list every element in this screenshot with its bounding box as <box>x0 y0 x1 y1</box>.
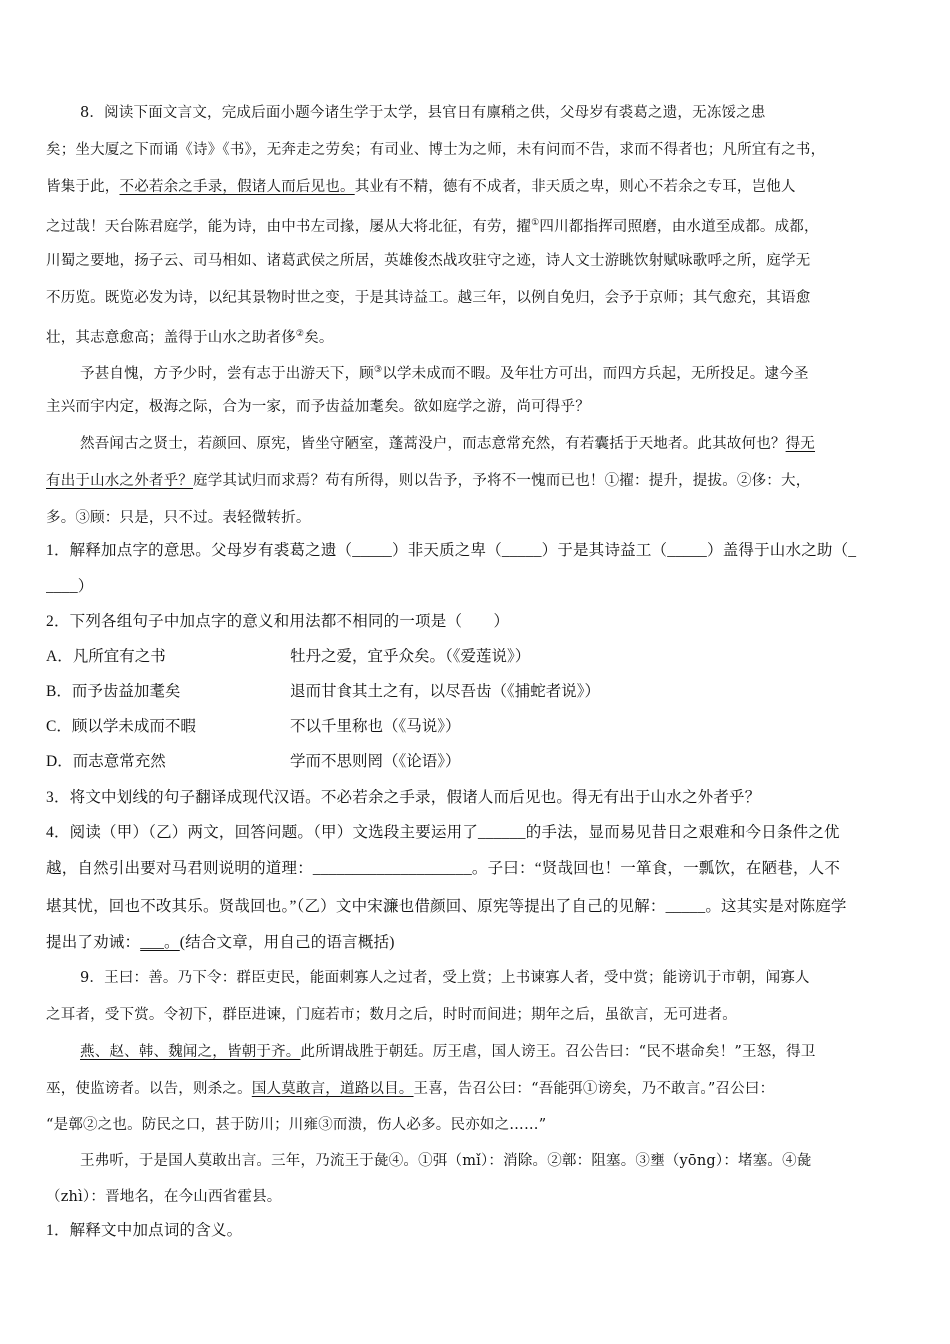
text-span: 王喜，告召公曰：“吾能弭①谤矣，乃不敢言。”召公曰： <box>413 1081 775 1097</box>
text-span: 四川都指挥司照磨，由水道至成都。成都， <box>539 218 819 235</box>
q9-line-5: “是鄣②之也。防民之口，甚于防川；川雍③而溃，伤人必多。民亦如之……” <box>46 1117 547 1133</box>
underlined-sentence-1: 不必若余之手录，假诸人而后见也。 <box>119 179 355 195</box>
text-span: 巫，使监谤者。以告，则杀之。 <box>46 1081 252 1097</box>
q9-line-2: 之耳者，受下赏。令初下，群臣进谏，门庭若市；数月之后，时时而间进；期年之后，虽欲言，无可进者。 <box>46 1007 737 1023</box>
text-span: 以学未成而不暇。及年壮方可出，而四方兵起，无所投足。逮今圣 <box>382 365 809 382</box>
q9-line-7: （zhì）：晋地名，在今山西省霍县。 <box>46 1189 282 1205</box>
q9-line-3 <box>80 1041 906 1063</box>
q8-line-6: 不历览。既览必发为诗，以纪其景物时世之变，于是其诗益工。越三年，以例自免归，会予于京师；其气愈充，其语愈 <box>46 290 811 306</box>
q8-line-7 <box>46 323 906 349</box>
q8-line-4 <box>46 212 906 238</box>
underlined-sentence-2b: 有出于山水之外者乎？ <box>46 473 193 489</box>
text-span: 矣。 <box>304 329 334 346</box>
q9-line-6: 王弗听，于是国人莫敢出言。三年，乃流王于彘④。①弭（mǐ）：消除。②鄣：阻塞。③壅（yōng）：堵塞。④彘 <box>80 1153 812 1169</box>
q8-sub4-line-1: 4．阅读（甲）（乙）两文，回答问题。（甲）文选段主要运用了______的手法，显而易见昔日之艰难和今日条件之优 <box>46 824 840 841</box>
text-span: 皆集于此， <box>46 179 120 195</box>
option-a-right: 牡丹之爱，宜乎众矣。（《爱莲说》） <box>290 648 531 665</box>
q9-line-4 <box>46 1078 906 1100</box>
underlined-sentence-2a: 得无 <box>785 436 816 452</box>
option-a-left: A．凡所宜有之书 <box>46 648 166 665</box>
q8-sub2: 2．下列各组句子中加点字的意义和用法都不相同的一项是（ ） <box>46 613 510 630</box>
option-c-right: 不以千里称也（《马说》） <box>290 718 461 735</box>
option-b-right: 退而甘食其土之有，以尽吾齿（《捕蛇者说》） <box>290 683 601 700</box>
footnote-marker: ② <box>295 329 305 339</box>
q8-para2-line-2: 主兴而宇内定，极海之际，合为一家，而予齿益加耄矣。欲如庭学之游，尚可得乎？ <box>46 399 590 415</box>
q9-line-1: 9．王曰：善。乃下令：群臣吏民，能面刺寡人之过者，受上赏；上书谏寡人者，受中赏；能谤讥于市朝，闻寡人 <box>80 970 810 986</box>
underlined-sentence-4: 国人莫敢言，道路以目。 <box>251 1081 414 1097</box>
text-span: 予甚自愧，方予少时，尝有志于出游天下，顾 <box>80 365 374 382</box>
q8-sub4-line-3: 堪其忧，回也不改其乐。贤哉回也。”（乙）文中宋濂也借颜回、原宪等提出了自己的见解：_____。这其实是对陈庭学 <box>46 898 847 915</box>
q8-sub4-line-2: 越，自然引出要对马君则说明的道理：____________________。子曰：“贤哉回也！一箪食，一瓢饮，在陋巷，人不 <box>46 860 841 877</box>
text-span: (结合文章，用自己的语言概括) <box>179 934 395 951</box>
text-span: 其业有不精，德有不成者，非天质之卑，则心不若余之专耳，岂他人 <box>354 179 796 195</box>
text-span: 然吾闻古之贤士，若颜回、原宪，皆坐守陋室，蓬蒿没户，而志意常充然，有若囊括于天地者。此其故何也？ <box>80 436 786 452</box>
q8-para3-line-2 <box>46 470 906 492</box>
q8-sub3: 3．将文中划线的句子翻译成现代汉语。不必若余之手录，假诸人而后见也。得无有出于山水之外者乎？ <box>46 789 761 806</box>
q8-sub1-line-2: ____） <box>46 578 94 595</box>
text-span: 壮，其志意愈高；盖得于山水之助者侈 <box>46 329 296 346</box>
q8-para3-line-3: 多。③顾：只是，只不过。表轻微转折。 <box>46 510 311 526</box>
text-span: 之过哉！天台陈君庭学，能为诗，由中书左司掾，屡从大将北征，有劳，擢 <box>46 218 532 235</box>
answer-blank: ___。 <box>140 934 180 951</box>
option-d-right: 学而不思则罔（《论语》） <box>290 753 461 770</box>
footnote-marker: ③ <box>374 365 383 375</box>
q8-sub1-line-1: 1．解释加点字的意思。父母岁有裘葛之遗（_____）非天质之卑（_____）于是其诗益工（_____）盖得于山水之助（_ <box>46 542 857 559</box>
option-d-left: D．而志意常充然 <box>46 753 166 770</box>
q9-sub1: 1．解释文中加点词的含义。 <box>46 1222 243 1239</box>
option-c-left: C．顾以学未成而不暇 <box>46 718 196 735</box>
q8-para2-line-1 <box>80 359 906 385</box>
footnote-marker: ① <box>531 218 540 228</box>
text-span: 此所谓战胜于朝廷。厉王虐，国人谤王。召公告曰：“民不堪命矣！”王怒，得卫 <box>300 1044 816 1060</box>
q8-para3-line-1 <box>80 433 906 455</box>
underlined-sentence-3: 燕、赵、韩、魏闻之，皆朝于齐。 <box>80 1044 301 1060</box>
q8-sub4-line-4 <box>46 932 906 954</box>
q8-line-2: 矣；坐大厦之下而诵《诗》《书》，无奔走之劳矣；有司业、博士为之师，未有问而不告，求而不得者也；凡所宜有之书， <box>46 142 826 158</box>
option-b-left: B．而予齿益加耄矣 <box>46 683 181 700</box>
text-span: 提出了劝诫： <box>46 934 141 951</box>
q8-line-5: 川蜀之要地，扬子云、司马相如、诸葛武侯之所居，英雄俊杰战攻驻守之迹，诗人文士游眺饮射赋咏歌呼之所，庭学无 <box>46 253 811 269</box>
q8-line-3 <box>46 176 906 198</box>
q8-line-1: 8．阅读下面文言文，完成后面小题今诸生学于太学，县官日有廪稍之供，父母岁有裘葛之遗，无冻馁之患 <box>80 105 766 121</box>
text-span: 庭学其试归而求焉？苟有所得，则以告予，予将不一愧而已也！①擢：提升，提拔。②侈：大， <box>193 473 811 489</box>
